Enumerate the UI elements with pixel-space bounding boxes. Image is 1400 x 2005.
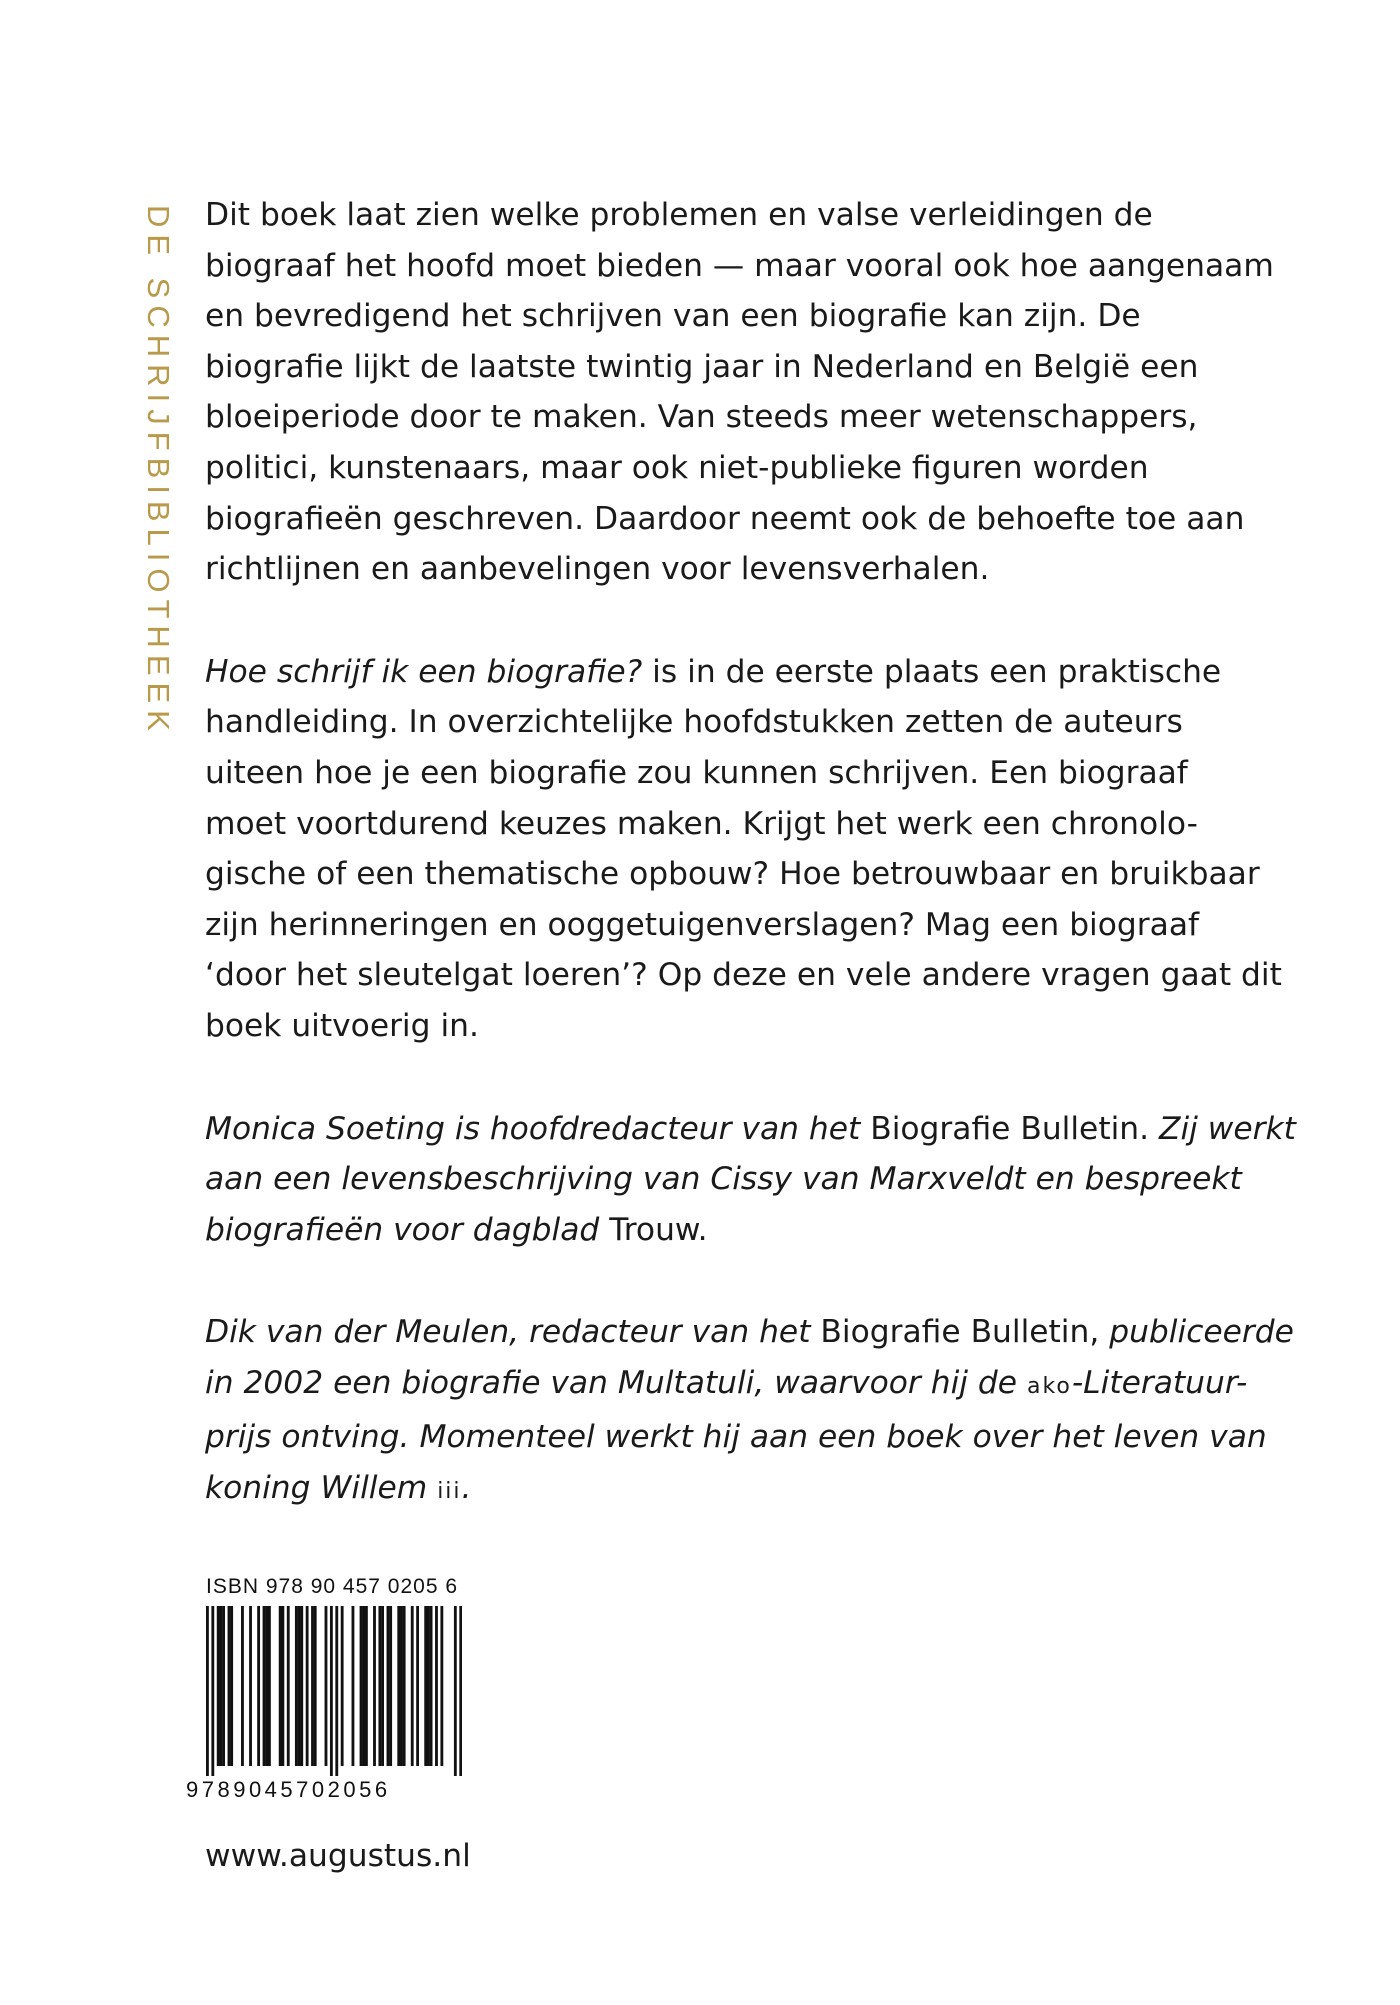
text-fragment: Zij werkt <box>1149 1110 1296 1147</box>
barcode-bar <box>306 1606 309 1766</box>
text-line: biograaf het hoofd moet bieden — maar vooral ook hoe aangenaam <box>205 247 1274 284</box>
text-line: biografie lijkt de laatste twintig jaar in Nederland en België een <box>205 348 1199 385</box>
barcode-bar <box>435 1606 438 1766</box>
blurb-paragraph-1 <box>205 190 1274 595</box>
text-line: Dit boek laat zien welke problemen en valse verleidingen de <box>205 197 1153 233</box>
text-fragment: publiceerde <box>1099 1314 1294 1351</box>
text-line: richtlijnen en aanbevelingen voor levensverhalen. <box>205 551 990 588</box>
barcode-bar <box>314 1606 317 1766</box>
barcode-bar <box>298 1606 301 1766</box>
barcode-bar <box>241 1606 244 1766</box>
barcode-bar <box>397 1606 400 1766</box>
barcode-bar <box>411 1606 414 1766</box>
author-bio-van-der-meulen <box>205 1307 1294 1517</box>
text-line <box>205 1104 1296 1155</box>
text-line: gische of een thematische opbouw? Hoe betrouwbaar en bruikbaar <box>205 856 1260 893</box>
barcode-bar <box>454 1606 457 1776</box>
barcode-bar <box>360 1606 363 1766</box>
barcode-bar <box>217 1606 220 1766</box>
text-line: bloeiperiode door te maken. Van steeds meer wetenschappers, <box>205 399 1198 436</box>
text-line <box>205 1205 1235 1256</box>
text-fragment: . <box>461 1470 472 1507</box>
barcode-bar <box>424 1606 427 1766</box>
text-line <box>205 1307 1294 1358</box>
barcode-bar <box>219 1606 222 1766</box>
barcode-bar <box>325 1606 328 1766</box>
barcode-bar <box>268 1606 271 1766</box>
barcode-bar <box>341 1606 344 1766</box>
barcode-digits: 9789045702056 <box>186 1777 391 1802</box>
barcode-bar <box>352 1606 355 1766</box>
barcode-bar <box>287 1606 290 1766</box>
publisher-website: www.augustus.nl <box>205 1838 471 1874</box>
text-line <box>205 1358 1248 1413</box>
text-line: politici, kunstenaars, maar ook niet-publieke figuren worden <box>205 449 1149 486</box>
isbn-label: ISBN 978 90 457 0205 6 <box>206 1575 459 1598</box>
barcode-bar <box>206 1606 209 1776</box>
book-title: Hoe schrijf ik een biografie? <box>205 653 643 690</box>
text-fragment: Dik van der Meulen, redacteur van het <box>205 1314 821 1351</box>
barcode-bar <box>387 1606 390 1766</box>
barcode-bar <box>365 1606 368 1766</box>
small-caps-text: ako <box>1026 1373 1072 1399</box>
newspaper-title: Trouw. <box>609 1211 708 1248</box>
barcode-bar <box>257 1606 260 1766</box>
barcode-bar <box>440 1606 443 1766</box>
text-line: en bevredigend het schrijven van een biografie kan zijn. De <box>205 298 1141 335</box>
isbn-barcode <box>206 1606 462 1776</box>
barcode-bar <box>373 1606 376 1766</box>
barcode-bar <box>300 1606 303 1766</box>
barcode-bar <box>281 1606 284 1766</box>
series-spine-label: DE SCHRIJFBIBLIOTHEEK <box>141 205 176 738</box>
barcode-bar <box>389 1606 392 1766</box>
barcode-bar <box>330 1606 333 1776</box>
barcode-bar <box>403 1606 406 1766</box>
barcode-bar <box>230 1606 233 1766</box>
small-caps-text: iii <box>437 1479 462 1505</box>
text-fragment: koning Willem <box>205 1470 438 1507</box>
text-line <box>205 647 1235 698</box>
text-fragment: -Literatuur- <box>1071 1364 1248 1401</box>
text-line <box>205 1463 1235 1518</box>
barcode-bar <box>362 1606 365 1766</box>
barcode-bar <box>311 1606 314 1766</box>
text-fragment: in 2002 een biografie van Multatuli, waarvoor hij de <box>205 1364 1027 1401</box>
back-cover-text <box>205 190 1296 1518</box>
barcode-bar <box>249 1606 252 1766</box>
text-fragment: is in de eerste plaats een praktische <box>642 653 1222 690</box>
text-line: boek uitvoerig in. <box>205 1007 479 1044</box>
barcode-bar <box>222 1606 225 1766</box>
text-line: prijs ontving. Momenteel werkt hij aan een boek over het leven van <box>205 1419 1267 1456</box>
journal-title: Biografie Bulletin, <box>820 1314 1100 1351</box>
barcode-bar <box>378 1606 381 1766</box>
barcode-bar <box>400 1606 403 1766</box>
text-line: handleiding. In overzichtelijke hoofdstukken zetten de auteurs <box>205 704 1183 741</box>
barcode-bar <box>211 1606 214 1776</box>
barcode-bar <box>228 1606 231 1766</box>
text-line: biografieën geschreven. Daardoor neemt ook de behoefte toe aan <box>205 500 1245 537</box>
text-line: uiteen hoe je een biografie zou kunnen schrijven. Een biograaf <box>205 754 1188 791</box>
barcode-bar <box>263 1606 266 1766</box>
barcode-bar <box>459 1606 462 1776</box>
barcode-bar <box>279 1606 282 1766</box>
barcode-bar <box>430 1606 433 1766</box>
barcode-bar <box>265 1606 268 1766</box>
barcode-bar <box>381 1606 384 1766</box>
text-fragment: biografieën voor dagblad <box>205 1211 610 1248</box>
blurb-paragraph-2 <box>205 647 1282 1052</box>
text-line: aan een levensbeschrijving van Cissy van Marxveldt en bespreekt <box>205 1161 1242 1198</box>
barcode-bar <box>335 1606 338 1776</box>
author-bio-soeting <box>205 1104 1296 1256</box>
text-line: moet voortdurend keuzes maken. Krijgt het werk een chronolo- <box>205 805 1198 842</box>
text-line: ‘door het sleutelgat loeren’? Op deze en vele andere vragen gaat dit <box>205 957 1282 994</box>
text-line: zijn herinneringen en ooggetuigenverslagen? Mag een biograaf <box>205 906 1200 943</box>
text-fragment: Monica Soeting is hoofdredacteur van het <box>205 1110 871 1147</box>
journal-title: Biografie Bulletin. <box>870 1110 1150 1147</box>
barcode-bar <box>295 1606 298 1766</box>
barcode-bar <box>416 1606 419 1766</box>
barcode-bar <box>427 1606 430 1766</box>
